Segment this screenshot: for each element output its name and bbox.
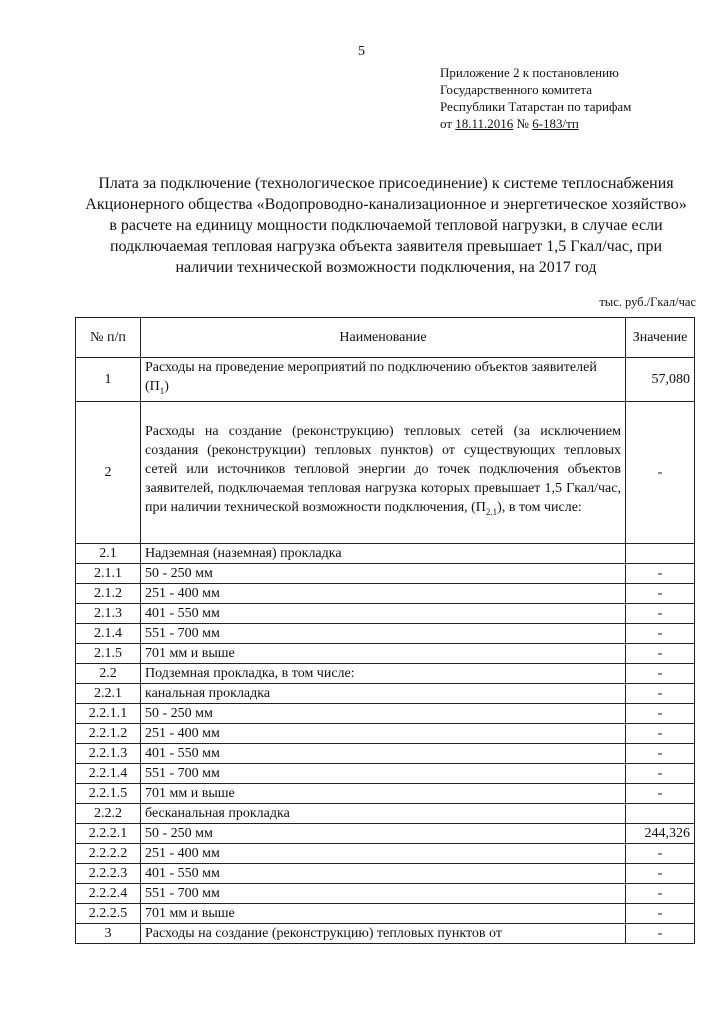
- table-row: [76, 401, 695, 543]
- row-num: 2.2.2.4: [76, 883, 141, 903]
- row-num: 1: [76, 358, 141, 402]
- row-num: 2.2.1.5: [76, 783, 141, 803]
- row-value: [626, 803, 695, 823]
- row-name: 401 - 550 мм: [141, 603, 626, 623]
- row-num: 2.1.3: [76, 603, 141, 623]
- resolution-number: 6-183/тп: [532, 116, 579, 131]
- row-value: -: [626, 763, 695, 783]
- table-row: [76, 823, 695, 843]
- row-name: 401 - 550 мм: [141, 863, 626, 883]
- row-name: 251 - 400 мм: [141, 723, 626, 743]
- row-num: 2.1.4: [76, 623, 141, 643]
- row-value: -: [626, 401, 695, 543]
- row-num: 2.2.1.1: [76, 703, 141, 723]
- row-value: -: [626, 723, 695, 743]
- table-row: [76, 783, 695, 803]
- row-num: 2.2.2.1: [76, 823, 141, 843]
- row-name: Подземная прокладка, в том числе:: [141, 663, 626, 683]
- table-row: [76, 803, 695, 823]
- row-name: 701 мм и выше: [141, 783, 626, 803]
- row-value: 244,326: [626, 823, 695, 843]
- row-value: -: [626, 583, 695, 603]
- row-value: [626, 543, 695, 563]
- table-row: [76, 923, 695, 943]
- row-num: 2.2.2: [76, 803, 141, 823]
- table-row: [76, 603, 695, 623]
- row-name: Надземная (наземная) прокладка: [141, 543, 626, 563]
- appendix-line: Республики Татарстан по тарифам: [440, 99, 632, 114]
- row-name: [141, 401, 626, 543]
- row-value: -: [626, 663, 695, 683]
- table-row: [76, 863, 695, 883]
- row-num: 2.1.1: [76, 563, 141, 583]
- row-name: 50 - 250 мм: [141, 563, 626, 583]
- row-value: 57,080: [626, 358, 695, 402]
- table-row: [76, 703, 695, 723]
- row-value: -: [626, 903, 695, 923]
- header-value: Значение: [626, 318, 695, 358]
- table-row: [76, 583, 695, 603]
- row-name: 401 - 550 мм: [141, 743, 626, 763]
- row-name: 551 - 700 мм: [141, 883, 626, 903]
- number-prefix: №: [513, 116, 533, 131]
- row-name: 551 - 700 мм: [141, 623, 626, 643]
- appendix-date-line: [440, 115, 631, 132]
- date-prefix: от: [440, 116, 456, 131]
- row-value: -: [626, 563, 695, 583]
- table-row: [76, 743, 695, 763]
- row-num: 2.1: [76, 543, 141, 563]
- row-value: -: [626, 643, 695, 663]
- row-num: 2.2: [76, 663, 141, 683]
- row-num: 2.1.5: [76, 643, 141, 663]
- row-value: -: [626, 923, 695, 943]
- appendix-line: Приложение 2 к постановлению: [440, 65, 619, 80]
- row-name-sub: 2.1: [485, 507, 498, 518]
- row-num: 2.2.1: [76, 683, 141, 703]
- row-num: 2.2.1.3: [76, 743, 141, 763]
- table-row: [76, 903, 695, 923]
- units-label: тыс. руб./Гкал/час: [599, 295, 696, 309]
- appendix-line: Государственного комитета: [440, 82, 592, 97]
- row-value: -: [626, 603, 695, 623]
- row-num: 2.2.2.3: [76, 863, 141, 883]
- table-row: [76, 663, 695, 683]
- row-name: 50 - 250 мм: [141, 823, 626, 843]
- row-name: 50 - 250 мм: [141, 703, 626, 723]
- row-name-end: ): [164, 379, 169, 394]
- row-name: 701 мм и выше: [141, 903, 626, 923]
- table-row: [76, 563, 695, 583]
- table-row: [76, 883, 695, 903]
- table-row: [76, 543, 695, 563]
- row-num: 2.2.1.4: [76, 763, 141, 783]
- row-value: -: [626, 863, 695, 883]
- row-name: 251 - 400 мм: [141, 583, 626, 603]
- row-num: 2.2.1.2: [76, 723, 141, 743]
- row-num: 3: [76, 923, 141, 943]
- row-value: -: [626, 843, 695, 863]
- row-value: -: [626, 783, 695, 803]
- row-value: -: [626, 703, 695, 723]
- row-name: бесканальная прокладка: [141, 803, 626, 823]
- table-row: [76, 683, 695, 703]
- document-title: Плата за подключение (технологическое присоединение) к системе теплоснабжения Акционерного общества «Водопроводно-канализационное и энергетическое хозяйство» в расчете на единицу мощности подключаемой тепловой нагрузки, в случае если подключаемая тепловая нагрузка объекта заявителя превышает 1,5 Гкал/час, при наличии технической возможности подключения, на 2017 год: [85, 175, 687, 276]
- table-row: [76, 723, 695, 743]
- row-name-end: ), в том числе:: [497, 500, 582, 516]
- table-row: [76, 643, 695, 663]
- row-name: 551 - 700 мм: [141, 763, 626, 783]
- row-value: -: [626, 883, 695, 903]
- row-name: 701 мм и выше: [141, 643, 626, 663]
- row-name: [141, 358, 626, 402]
- row-name-text: Расходы на проведение мероприятий по подключению объектов заявителей (П: [145, 360, 597, 394]
- resolution-date: 18.11.2016: [455, 116, 514, 131]
- row-num: 2: [76, 401, 141, 543]
- table-header-row: [76, 318, 695, 358]
- table-row: [76, 358, 695, 402]
- table-rows: [76, 543, 695, 943]
- appendix-note: [440, 64, 631, 132]
- row-num: 2.2.2.5: [76, 903, 141, 923]
- header-num: № п/п: [76, 318, 141, 358]
- table-row: [76, 763, 695, 783]
- row-value: -: [626, 683, 695, 703]
- row-num: 2.1.2: [76, 583, 141, 603]
- row-name: канальная прокладка: [141, 683, 626, 703]
- row-name-sub: 1: [159, 385, 165, 396]
- row-name: Расходы на создание (реконструкцию) тепловых пунктов от: [141, 923, 626, 943]
- header-name: Наименование: [141, 318, 626, 358]
- row-value: -: [626, 743, 695, 763]
- row-name-text: Расходы на создание (реконструкцию) тепловых сетей (за исключением создания (реконструкции) тепловых пунктов) от существующих тепловых сетей или источников тепловой энергии до точек подключения объектов заявителей, подключаемая тепловая нагрузка которых превышает 1,5 Гкал/час, при наличии технической возможности подключения, (П: [145, 424, 621, 516]
- row-num: 2.2.2.2: [76, 843, 141, 863]
- table-row: [76, 623, 695, 643]
- page-number: 5: [358, 44, 365, 59]
- tariff-table: [75, 317, 695, 944]
- table-row: [76, 843, 695, 863]
- row-value: -: [626, 623, 695, 643]
- row-name: 251 - 400 мм: [141, 843, 626, 863]
